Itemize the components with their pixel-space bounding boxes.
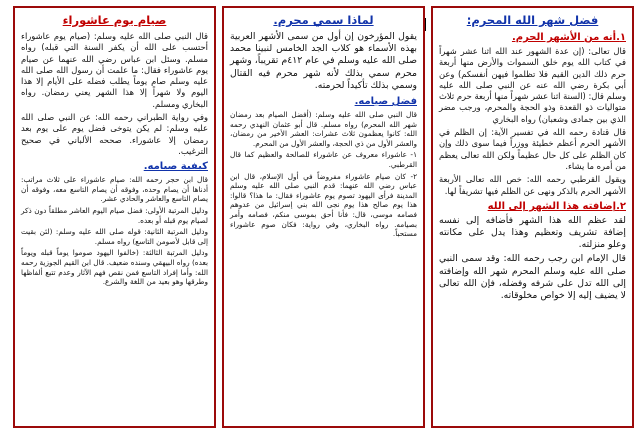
right-paragraph-5: قال الإمام ابن رجب رحمه الله: وقد سمى النبي صلى الله عليه وسلم المحرم شهر الله وإضافته إلى الله تدل على شرفه وفضله، فإن الله تعالى لا يضيف إليه إلا خواص مخلوقاته.	[439, 253, 626, 302]
left-paragraph-5: ودليل المرتبة الثانية: قوله صلى الله عليه وسلم: (لئن بقيت إلى قابل لأصومن التاسع) رواه مسلم.	[21, 227, 208, 246]
right-title: فضل شهر الله المحرم:	[466, 13, 599, 27]
middle-paragraph-4: ٢- كان صيام عاشوراء مفروضاً في أول الإسلام، قال ابن عباس رضي الله عنهما: قدم النبي صلى الله عليه وسلم المدينة فرأى اليهود تصوم يوم عاشوراء فقال: ما هذا؟ قالوا: هذا يوم صالح هذا يوم نجى الله بني إسرائيل من عدوهم فصامه موسى، قال: فأنا أحق بموسى منكم، فصامه وأمر بصيامه. رواه البخاري، وفي رواية: فكان صوم عاشوراء مستحباً.	[230, 171, 417, 239]
middle-title: لماذا سمي محرم.	[273, 13, 374, 27]
right-section-2: ٢.إضافته هذا الشهر إلى الله	[487, 200, 626, 212]
left-section: كيفية صيامه.	[143, 161, 208, 173]
middle-paragraph-1: يقول المؤرخون إن أول من سمى الأشهر العربية بهذه الأسماء هو كلاب الجد الخامس لنبينا محمد صلى الله عليه وسلم في عام ٤١٢م تقريباً، وشهر محرم سمي بذلك لأنه شهر محرم فيه القتال وسمي بذلك تأكيداً لحرمته.	[230, 31, 417, 91]
left-paragraph-6: ودليل المرتبة الثالثة: (خالفوا اليهود صوموا يوماً قبله ويوماً بعده) رواه البيهقي وسنده ضعيف. قال ابن القيم الجوزية رحمه الله: وأما إفراد التاسع فمن نقص فهم الآثار وعدم تتبع ألفاظها وطرقها وهو بعيد من اللغة والشرع.	[21, 248, 208, 287]
right-paragraph-3: ويقول القرطبي رحمه الله: خص الله تعالى الأربعة الأشهر الحرم بالذكر ونهى عن الظلم فيها تشريفاً لها.	[439, 174, 626, 196]
middle-paragraph-3: ١- عاشوراء معروف عن عاشوراء للصالحة والعظيم كما قال القرطبي.	[230, 150, 417, 169]
right-section-1: ١.أنه من الأشهر الحرم.	[511, 32, 626, 43]
left-paragraph-3: قال ابن حجر رحمه الله: صيام عاشوراء على ثلاث مراتب: أدناها أن يصام وحده، وفوقه أن يصام التاسع معه، وفوقه أن يصام التاسع والعاشر والحادي عشر.	[21, 175, 208, 204]
column-right	[431, 6, 634, 428]
right-paragraph-2: قال قتادة رحمه الله في تفسير الآية: إن الظلم في الأشهر الحرم أعظم خطيئة ووزراً فيما سوى ذلك وإن كان الظلم على كل حال عظيماً ولكن الله تعالى يعظم من أمره ما يشاء.	[439, 127, 626, 171]
right-paragraph-1: قال تعالى: (إن عدة الشهور عند الله اثنا عشر شهراً في كتاب الله يوم خلق السموات والأرض منها أربعة حرم ذلك الدين القيم فلا تظلموا فيهن أنفسكم) وعن أبي بكرة رضي الله عنه عن النبي صلى الله عليه وسلم قال: (السنة اثنا عشر شهراً منها أربعة حرم ثلاث متواليات ذو القعدة وذو الحجة والمحرم، ورجب مضر الذي بين جمادى وشعبان) رواه البخاري	[439, 46, 626, 124]
column-left	[13, 6, 216, 428]
left-paragraph-1: قال النبي صلى الله عليه وسلم: (صيام يوم عاشوراء أحتسب على الله أن يكفر السنة التي قبله) رواه مسلم. وسئل ابن عباس رضي الله عنهما عن صيام يوم عاشوراء فقال: ما علمت أن رسول الله صلى الله عليه وسلم صام يوماً يطلب فضله على الأيام إلا هذا اليوم ولا شهراً إلا هذا الشهر يعني رمضان. رواه البخاري ومسلم.	[21, 31, 208, 109]
left-paragraph-2: وفي رواية الطبراني رحمه الله: عن النبي صلى الله عليه وسلم: لم يكن يتوخى فضل يوم على يوم بعد رمضان إلا عاشوراء. صححه الألباني في صحيح الترغيب.	[21, 112, 208, 156]
right-paragraph-4: لقد عظم الله هذا الشهر فأضافه إلى نفسه إضافة تشريف وتعظيم وهذا يدل على مكانته وعلو منزلته.	[439, 214, 626, 251]
text-cursor	[425, 18, 426, 31]
left-paragraph-4: ودليل المرتبة الأولى: فضل صيام اليوم العاشر مطلقاً دون ذكر لصيام يوم قبله أو بعده.	[21, 206, 208, 225]
left-title: صيام يوم عاشوراء	[62, 13, 167, 27]
middle-paragraph-2: قال النبي صلى الله عليه وسلم: (أفضل الصيام بعد رمضان شهر الله المحرم) رواه مسلم. قال أبو عثمان النهدي رحمه الله: كانوا يعظمون ثلاث عشرات: العشر الأخير من رمضان، والعشر الأول من ذي الحجة، والعشر الأول من المحرم.	[230, 110, 417, 148]
middle-section: فضل صيامه.	[354, 96, 417, 108]
column-middle	[222, 6, 425, 428]
